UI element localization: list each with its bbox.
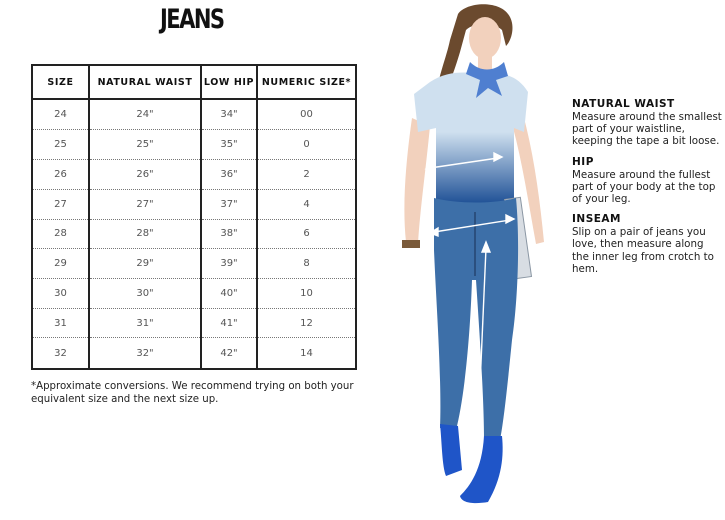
model-tshirt bbox=[414, 72, 528, 204]
table-row bbox=[32, 249, 356, 279]
guide-text: Slip on a pair of jeans you love, then measure along the inner leg from crotch to hem. bbox=[572, 226, 714, 275]
natural-waist-cell: 31" bbox=[89, 308, 201, 338]
model-jeans-seam bbox=[474, 212, 476, 276]
guide-text: Measure around the smallest part of your waistline, keeping the tape a bit loose. bbox=[572, 111, 722, 148]
size-cell: 28 bbox=[32, 219, 89, 249]
table-row bbox=[32, 130, 356, 160]
numeric-size-cell: 12 bbox=[257, 308, 356, 338]
table-row bbox=[32, 219, 356, 249]
low-hip-cell: 41" bbox=[201, 308, 257, 338]
model-bracelet bbox=[402, 240, 420, 248]
size-cell: 26 bbox=[32, 160, 89, 190]
table-row bbox=[32, 99, 356, 130]
guide-heading: INSEAM bbox=[572, 213, 622, 226]
numeric-size-cell: 10 bbox=[257, 279, 356, 309]
table-row bbox=[32, 308, 356, 338]
size-cell: 24 bbox=[32, 99, 89, 130]
size-cell: 29 bbox=[32, 249, 89, 279]
col-header-numeric-size: NUMERIC SIZE* bbox=[257, 65, 356, 99]
numeric-size-cell: 0 bbox=[257, 130, 356, 160]
numeric-size-cell: 2 bbox=[257, 160, 356, 190]
guide-hip bbox=[572, 156, 722, 206]
model-shoe-left bbox=[440, 424, 462, 476]
size-cell: 25 bbox=[32, 130, 89, 160]
size-cell: 31 bbox=[32, 308, 89, 338]
page-title: JEANS bbox=[160, 4, 224, 35]
natural-waist-cell: 32" bbox=[89, 338, 201, 369]
size-cell: 30 bbox=[32, 279, 89, 309]
table-body bbox=[32, 99, 356, 369]
measurement-instructions bbox=[572, 98, 722, 283]
low-hip-cell: 39" bbox=[201, 249, 257, 279]
natural-waist-cell: 25" bbox=[89, 130, 201, 160]
col-header-natural-waist: NATURAL WAIST bbox=[89, 65, 201, 99]
size-cell: 27 bbox=[32, 189, 89, 219]
col-header-size: SIZE bbox=[32, 65, 89, 99]
size-chart-table bbox=[31, 64, 357, 370]
table-header-row bbox=[32, 65, 356, 99]
low-hip-cell: 37" bbox=[201, 189, 257, 219]
table-row bbox=[32, 279, 356, 309]
model-shoe-right bbox=[460, 436, 503, 503]
model-arm-left bbox=[404, 118, 430, 244]
model-face bbox=[469, 17, 501, 59]
col-header-low-hip: LOW HIP bbox=[201, 65, 257, 99]
natural-waist-cell: 24" bbox=[89, 99, 201, 130]
low-hip-cell: 42" bbox=[201, 338, 257, 369]
numeric-size-cell: 6 bbox=[257, 219, 356, 249]
low-hip-cell: 38" bbox=[201, 219, 257, 249]
numeric-size-cell: 4 bbox=[257, 189, 356, 219]
guide-natural-waist bbox=[572, 98, 722, 148]
natural-waist-cell: 29" bbox=[89, 249, 201, 279]
footnote: *Approximate conversions. We recommend trying on both your equivalent size and the next size up. bbox=[31, 381, 354, 405]
guide-heading: HIP bbox=[572, 155, 594, 168]
low-hip-cell: 40" bbox=[201, 279, 257, 309]
low-hip-cell: 36" bbox=[201, 160, 257, 190]
numeric-size-cell: 00 bbox=[257, 99, 356, 130]
guide-inseam bbox=[572, 213, 722, 275]
size-cell: 32 bbox=[32, 338, 89, 369]
natural-waist-cell: 27" bbox=[89, 189, 201, 219]
low-hip-cell: 35" bbox=[201, 130, 257, 160]
model-jeans bbox=[434, 198, 518, 440]
low-hip-cell: 34" bbox=[201, 99, 257, 130]
natural-waist-cell: 28" bbox=[89, 219, 201, 249]
guide-text: Measure around the fullest part of your body at the top of your leg. bbox=[572, 168, 716, 206]
natural-waist-cell: 26" bbox=[89, 160, 201, 190]
guide-heading: NATURAL WAIST bbox=[572, 98, 675, 110]
numeric-size-cell: 14 bbox=[257, 338, 356, 369]
table-row bbox=[32, 189, 356, 219]
model-photo bbox=[390, 0, 565, 520]
natural-waist-cell: 30" bbox=[89, 279, 201, 309]
numeric-size-cell: 8 bbox=[257, 249, 356, 279]
table-row bbox=[32, 338, 356, 369]
inseam-arrow-head-bottom bbox=[474, 428, 482, 438]
table-row bbox=[32, 160, 356, 190]
waist-arrow-head-left bbox=[426, 164, 434, 172]
